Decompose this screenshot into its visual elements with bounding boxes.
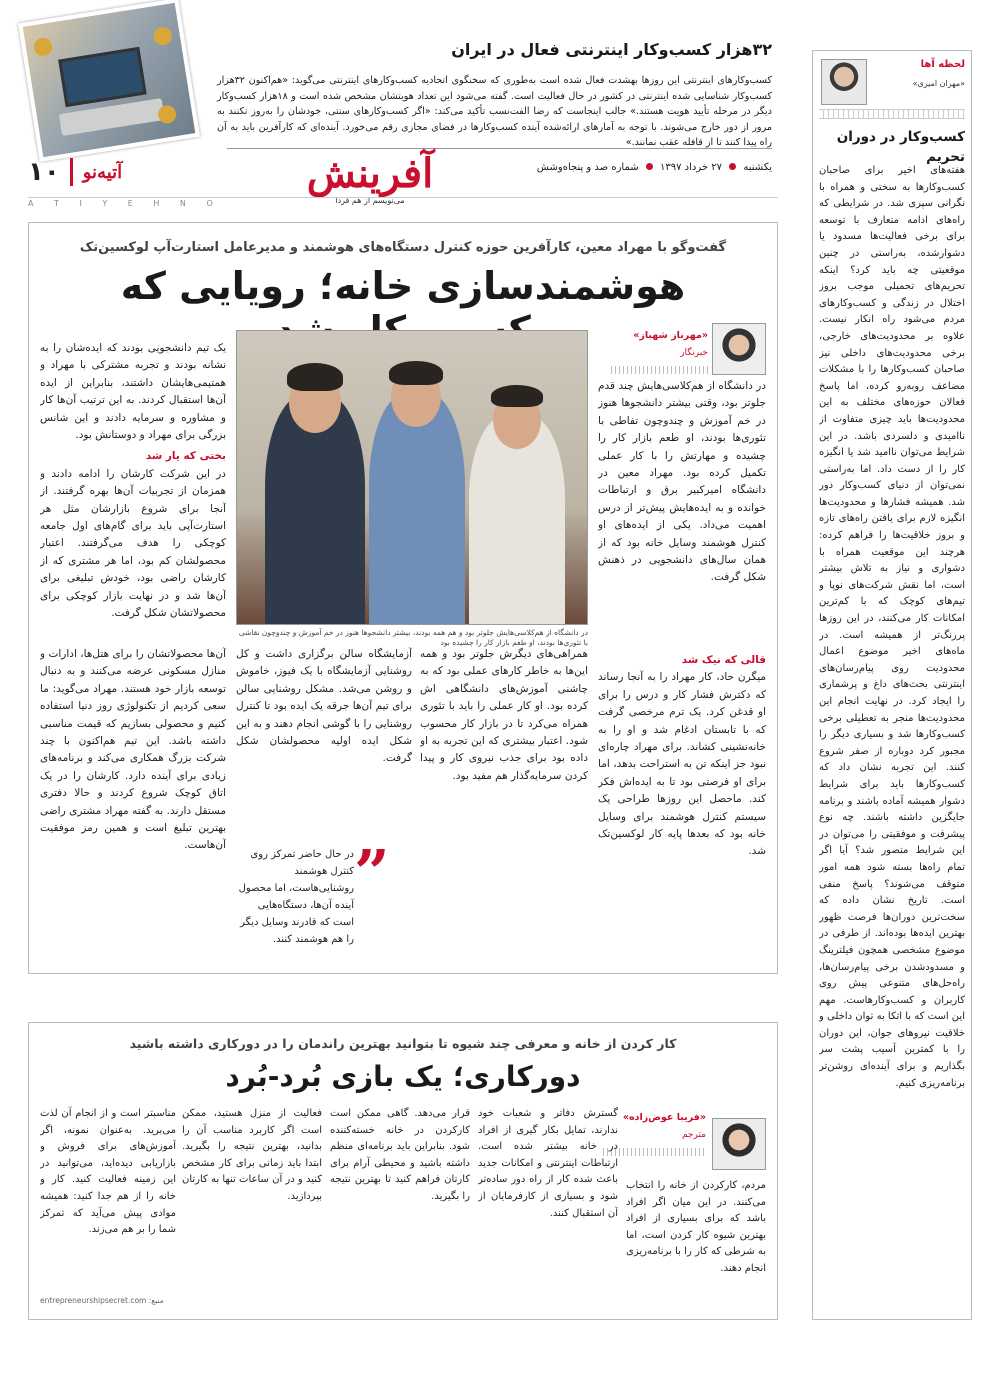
author-role: خبرنگار xyxy=(680,348,708,358)
page-number: ۱۰ xyxy=(28,157,60,187)
article-column-1b-text: میگرن حاد، کار مهراد را به آنجا رساند که دکترش فشار کار و درس را برای او قدغن کرد. یک ترم مرخصی گرفت که با تابستان ادغام شد و او را به خانه‌نشینی کشاند. برای مهراد چاره‌ای نبود جز اینکه تن به استراحت بدهد، اما برای او فرصتی بود تا به ایده‌اش فکر کند. ماحصل این روزها طراحی یک سیستم کنترل هوشمند برای وسایل خانه بود که بعدها پایه کار لوکسین‌تک شد. xyxy=(598,671,766,858)
top-story-text: کسب‌وکارهای اینترنتی این روزها بهشدت فعال شده است به‌طوری که سخنگوی اتحادیه کسب‌وکارهای اینترنتی می‌گوید: «هم‌اکنون ۳۲هزار کسب‌وکار شناسایی شده اینترنتی در کشور در حال فعالیت است. گفته می‌شود این تعداد هویتشان مشخص شده است و ۱۸هزار کسب‌وکار دیگر در مرحله تأیید هویت هستند.» جالب اینجاست که رضا الفت‌نسب تأکید می‌کند: «اگر کسب‌وکارهای سنتی، خودشان را به‌روز نکنند به مرور از دور خارج می‌شوند. با توجه به آمارهای ارائه‌شده آینده کسب‌وکارها در فضای مجازی رقم می‌خورد. آینده‌ای که کارآفرین باید به آن راه پیدا کنند تا از قافله عقب نمانند.» xyxy=(217,75,772,148)
column-label: لحظه آ‌ها xyxy=(920,59,965,70)
main-article-lead: گفت‌وگو با مهراد معین، کارآفرین حوزه کنترل دستگاه‌های هوشمند و مدیرعامل استارت‌آپ لوکسین‌تک xyxy=(79,240,727,255)
person-middle-hair xyxy=(389,361,443,385)
columnist-photo xyxy=(821,59,867,105)
coin-icon xyxy=(33,37,54,58)
main-article-title: هوشمندسازی خانه؛ رویایی که xyxy=(120,264,686,308)
subhead-luck: بختی که یار شد xyxy=(145,450,226,463)
opinion-column xyxy=(812,50,972,1320)
date-row xyxy=(472,162,772,173)
source-credit: entrepreneurshipsecret.com :منبع xyxy=(40,1296,164,1305)
latin-section-strip: A T I Y E H N O xyxy=(28,197,778,209)
bottom-column-2: گسترش دفاتر و شعبات خود ندارند، تمایل بکار گیری از افراد در خانه بیشتر شده است. ارتباطات اینترنتی و امکانات جدید باعث شده کار از راه دور ساده‌تر شود و بسیاری از کارفرمایان از آن استقبال کنند. xyxy=(478,1108,618,1219)
person-right-hair xyxy=(491,385,543,407)
article-column-4: آزمایشگاه سالن برگزاری داشت و کل روشنایی آزمایشگاه با یک فیوز، خاموش و روشن می‌شد. مشکل روشنایی سالن برای تیم آن‌ها جرقه یک ایده بود تا کنترل روشنایی را با گوشی انجام دهند و به این شکل ایده اولیه محصولشان شکل گرفت. xyxy=(236,648,412,765)
founders-photo xyxy=(236,330,588,625)
coin-icon xyxy=(152,26,173,47)
issue-number: شماره صد و پنجاه‌وشش xyxy=(536,162,639,173)
bottom-column-4: فعالیت از منزل هستید، ممکن است اگر کاربرد مناسب آن را بدانید، بهترین نتیجه را بگیرید. ابتدا باید زمانی برای کار مشخص کنید و در آن ساعات تنها به کارتان بپردازید. xyxy=(182,1108,322,1202)
bottom-column-3: قرار می‌دهد. گاهی ممکن است کارکردن در خانه خسته‌کننده شود. بنابراین باید برنامه‌ای منظم داشته باشید و محیطی آرام برای کارتان فراهم کنید تا بهترین نتیجه را بگیرید. xyxy=(330,1108,470,1202)
bullet-icon xyxy=(646,163,653,170)
logo-tagline: می‌نویسم از هم فردا xyxy=(335,196,405,205)
column-title: کسب‌وکار در دوران تحریم xyxy=(836,129,965,165)
bottom-article-lead: کار کردن از خانه و معرفی چند شیوه تا بتوانید بهترین راندمان را در دورکاری داشته باشید xyxy=(129,1036,677,1051)
photo-caption: در دانشگاه از هم‌کلاسی‌هایش جلوتر بود و هم همه بودند، بیشتر دانشجوها هنوز در خم آموزش و چندوچون نقاشی با تئوری‌ها بودند، او طعم بازار کار را چشیده بود xyxy=(238,628,588,647)
column-rule xyxy=(819,109,965,119)
article-column-2 xyxy=(40,340,226,650)
column-author: «مهران امیری» xyxy=(912,79,965,88)
section-name: آتیه‌نو xyxy=(82,161,123,183)
pull-quote: در حال حاضر تمرکز روی کنترل هوشمند روشنایی‌هاست، اما محصول آینده آن‌ها، دستگاه‌هایی است که قادرند وسایل دیگر را هم هوشمند کنند. xyxy=(238,849,354,945)
section-label xyxy=(28,152,218,192)
coin-icon xyxy=(157,104,178,125)
author-photo xyxy=(712,323,766,375)
article-column-1b xyxy=(598,652,766,962)
author-rule xyxy=(608,366,708,374)
subhead-fortune: قالی که نیک شد xyxy=(681,654,766,666)
translator-role: مترجم xyxy=(681,1130,706,1140)
article-column-2-text: یک تیم دانشجویی بودند که ایده‌شان را به نشانه بودند و تجربه مشترکی با مهراد و همتیمی‌هایشان داشتند، بنابراین از ایده آن‌ها استقبال کردند. به این ترتیب آن‌ها کار و مشاوره و سرمایه دادند و این شانس بزرگی برای مهراد و دوستانش بود. xyxy=(40,342,226,442)
column-body: هفته‌های اخیر برای صاحبان کسب‌وکارها به سختی و همراه با نگرانی سپری شد. در شرایطی که راه‌های ادامه متعارف با توسعه برای برخی فعالیت‌ها مسدود یا دشوارشده، به‌راستی در چنین موقعیتی چه باید کرد؟ اینکه تحریم‌های تحمیلی موجب بروز اختلال در زندگی و کسب‌وکارهای مردم می‌شود راه انکار نیست. علاوه بر محدودیت‌های خارجی، برخی محدودیت‌های داخلی نیز صاحبان کسب‌وکارها را با مشکلات مضاعف روبه‌رو کرده، اما پاسخ فعالان حوزه‌های مختلف به این محدودیت‌ها باید چیزی متفاوت از ناامیدی و دلسردی باشد. در این شرایط می‌توان ناامید شد یا انگیزه کار را از دست داد. اما به‌راستی نمی‌توان از دنیای کسب‌وکار دور شد. همیشه فشارها و محدودیت‌ها انگیزه لازم برای یافتن راه‌های تازه و بروز خلاقیت‌ها را فراهم کرده: هرچند این موقعیت همراه با دشواری و نیاز به تلاش بیشتر است، اما نقش شرکت‌های نوپا و تیم‌های کوچک که با کم‌ترین امکانات کار می‌کنند، در این روزها پررنگ‌تر از همیشه است. در ماه‌های اخیر موضوع اعمال محدودیت روی پیام‌رسان‌های اینترنتی بحث‌های داغ و پرشماری را ایجاد کرد. در نهایت انجام این محدودیت‌ها منجر به تعطیلی برخی کسب‌وکارها شد و بسیاری دیگر را مجبور کرد دوباره از صفر شروع کنند. این تجربه نشان داد که کسب‌وکارها باید برای شرایط دشوار همیشه آماده باشند و برنامه جایگزین داشته باشند. چه نوع پیشرفت و موفقیتی را می‌توان در این شرایط متصور شد؟ آیا اگر تمام راه‌ها بسته شود همه امور متوقف می‌شوند؟ پاسخ منفی است. تاریخ نشان داده که سخت‌ترین دوران‌ها فرصت ظهور بهترین ایده‌ها بوده‌اند. از طرفی در موضوع مشخصی همچون فیلترینگ و مسدودشدن برخی پیام‌رسان‌ها، راه‌حل‌های متنوعی پیش روی کاربران و کسب‌وکارهاست. مهم این است که با اتکا به توان داخلی و خلاقیت نیروهای جوان، این دوران را با کمترین آسیب پشت سر بگذاریم و برای آینده‌ای روشن‌تر برنامه‌ریزی کنیم. xyxy=(819,165,965,1089)
bottom-column-5: مناسبتر است و از انجام آن لذت می‌برید. به‌عنوان نمونه، اگر آموزش‌های برای فروش و بازاریابی دیده‌اید، می‌توانید در این زمینه فعالیت کنید. کار و خانه را از هم جدا کنید: همیشه موادی پیش می‌آید که تمرکز شما را بر هم می‌زند. xyxy=(40,1108,176,1236)
translator-name: «فریبا عوض‌زاده» xyxy=(622,1112,706,1123)
laptop-screen xyxy=(58,47,146,107)
bottom-article-title: دورکاری؛ یک بازی بُرد-بُرد xyxy=(225,1060,581,1093)
bottom-column-1: مردم، کارکردن از خانه را انتخاب می‌کنند. در این میان اگر افراد باشد که برای بسیاری از افراد بهترین شیوه کار کردن است، اما به شرطی که کار را با برنامه‌ریزی انجام دهند. xyxy=(626,1180,766,1274)
section-bar xyxy=(70,158,73,186)
quote-icon: ” xyxy=(354,836,390,909)
logo-text: آفرینش xyxy=(306,150,434,197)
article-column-2-body: در این شرکت کارشان را ادامه دادند و همزمان از تجربیات آن‌ها بهره گرفتند. از آنجا برای شروع بازارشان مثل هر استارت‌آپی باید برای گام‌های اول جامعه کوچکی را هدف می‌گرفتند. اعتبار محصولشان کم بود، اما هر مشتری که از کارشان راضی بود، خودش تبلیغی برای آن‌ها شد و در نهایت بازار کوچکی برای محصولاتشان شکل گرفت. xyxy=(40,467,226,620)
author-name: «مهرناز شهباز» xyxy=(633,330,708,341)
person-left-hair xyxy=(287,363,343,391)
article-column-3: همراهی‌های دیگرش جلوتر بود و همه این‌ها به خاطر کارهای عملی بود که به چاشنی آموزش‌های دانشگاهی اش کرده بود. او کار عملی را باید با تئوری همراه می‌کرد تا در بازار کار محسوب شود. اعتبار بیشتری که این تجربه به او داده بود برای جذب نیروی کار و پیدا کردن سرمایه‌گذار هم مفید بود. xyxy=(420,648,588,782)
masthead-divider xyxy=(227,148,772,149)
top-story-photo xyxy=(18,0,200,162)
translator-photo xyxy=(712,1118,766,1170)
article-column-5: آن‌ها محصولاتشان را برای هتل‌ها، ادارات و منازل مسکونی عرضه می‌کنند و به دنبال توسعه بازار خود هستند. مهراد می‌گوید: ما سعی کردیم از تکنولوژی روز دنیا استفاده کنیم و محصولی بسازیم که قیمت مناسبی داشته باشد. این تیم هم‌اکنون با چند شرکت بزرگ همکاری می‌کند و برنامه‌های زیادی برای آینده دارد. کارشان را در یک اتاق کوچک شروع کردند و حالا دفتری مستقل دارند. به گفته مهراد مشتری راضی بهترین تبلیغ است و همین رمز موفقیت آن‌هاست. xyxy=(40,648,226,852)
bullet-icon xyxy=(729,163,736,170)
date: ۲۷ خرداد ۱۳۹۷ xyxy=(660,162,722,173)
top-story-headline: ۳۲هزار کسب‌وکار اینترنتی فعال در ایران xyxy=(451,40,772,59)
weekday: یکشنبه xyxy=(743,162,772,173)
article-column-1: در دانشگاه از هم‌کلاسی‌هایش چند قدم جلوتر بود، وقتی بیشتر دانشجوها هنوز در خم آموزش و چندوچون تفاطی با تئوری‌ها بودند، او طعم بازار کار را چشیده و مهارتش را با کار عملی تکمیل کرده بود. مهراد معین در دانشگاه امیرکبیر برق و ارتباطات خوانده و به ایده‌هایش پیش‌تر از درس اهمیت می‌داد. یکی از ایده‌های او کنترل هوشمند وسایل خانه بود که از همان سال‌های دانشجویی در ذهنش شکل گرفت. xyxy=(598,380,766,584)
